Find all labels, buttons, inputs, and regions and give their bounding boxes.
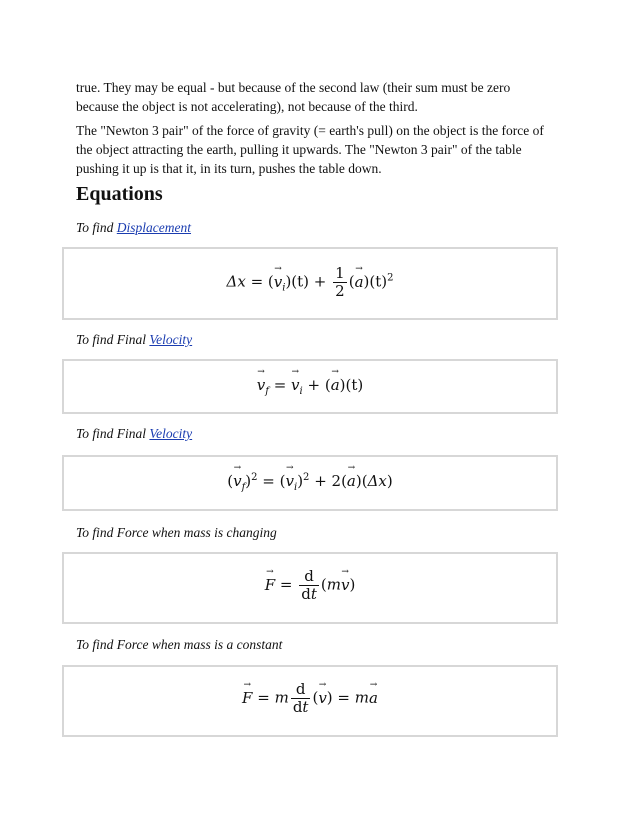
equations-heading: Equations <box>76 183 163 205</box>
label-final-velocity-squared: To find Final Velocity <box>76 426 193 441</box>
equation-force-changing: → F = $\frac{d}{dt}$ (m → v) <box>264 566 356 603</box>
equation-final-velocity-squared: ( → $v_f)^2$ = ( → $v_i)^2 + 2$( → a)(Δx) <box>227 463 393 493</box>
equation-box-force-constant <box>62 665 558 737</box>
displacement-link[interactable]: Displacement <box>116 220 192 235</box>
label-displacement: To find Displacement <box>76 220 192 235</box>
equation-box-final-velocity-squared <box>62 455 558 511</box>
equation-displacement: Δx = ( → $v_i)(t)$ + $\frac{1}{2}$ ( → $a)(t)^2$ <box>226 263 394 300</box>
paragraph-newton-sum: true. They may be equal - but because of the second law (their sum must be zero because the object is not accelerating), not because of the third. <box>76 80 511 114</box>
equation-force-constant: → F = m $\frac{d}{dt}$ ( → v) = m → a <box>242 679 378 716</box>
equation-final-velocity: → $v_f$ = → $v_i$ + ( → a)(t) <box>256 367 364 397</box>
label-final-velocity: To find Final Velocity <box>76 332 193 347</box>
equation-box-final-velocity <box>62 359 558 414</box>
velocity-link-2[interactable]: Velocity <box>149 426 193 441</box>
label-force-constant: To find Force when mass is a constant <box>76 637 283 652</box>
label-force-changing: To find Force when mass is changing <box>76 525 277 540</box>
velocity-link[interactable]: Velocity <box>149 332 193 347</box>
equation-box-force-changing <box>62 552 558 624</box>
equation-box-displacement <box>62 247 558 320</box>
paragraph-newton-pair: The "Newton 3 pair" of the force of gravity (= earth's pull) on the object is the force of the object attracting the earth, pulling it upwards. The "Newton 3 pair" of the table pushing it up is that it, in its turn, pushes the table down. <box>76 123 544 176</box>
